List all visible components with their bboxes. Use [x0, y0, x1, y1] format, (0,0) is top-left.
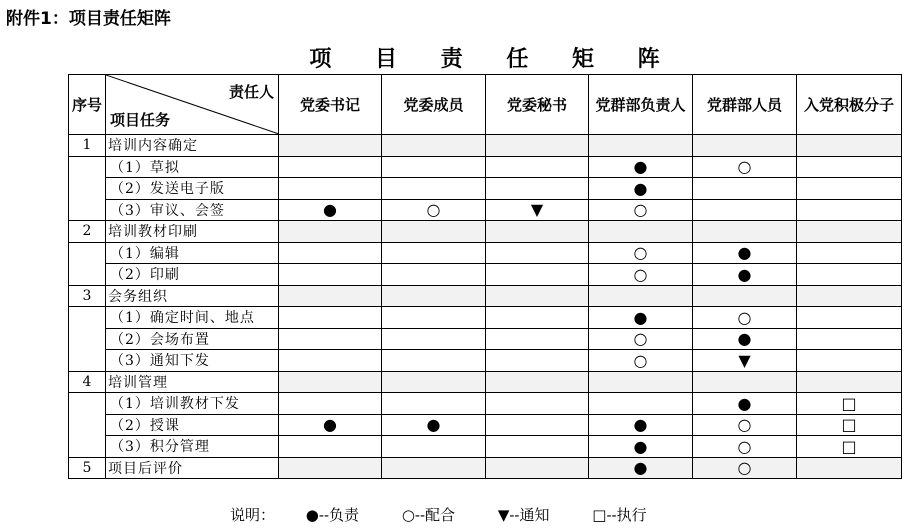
row-seq-empty	[69, 393, 106, 458]
row-task: （1）确定时间、地点	[106, 307, 279, 329]
row-task: 项目后评价	[106, 457, 279, 479]
header-responsible-label: 责任人	[228, 83, 274, 101]
responsibility-matrix-table	[68, 74, 902, 479]
row-seq: 3	[69, 285, 106, 307]
row-seq: 1	[69, 135, 106, 157]
header-role: 党委秘书	[486, 75, 589, 135]
matrix-cell: ●	[589, 156, 693, 178]
header-seq: 序号	[69, 75, 106, 135]
matrix-cell	[486, 156, 589, 178]
subtask-row	[69, 264, 902, 286]
matrix-cell	[486, 414, 589, 436]
matrix-cell	[797, 221, 902, 243]
matrix-cell	[589, 221, 693, 243]
matrix-cell	[279, 135, 382, 157]
subtask-row	[69, 393, 902, 415]
header-task-label: 项目任务	[110, 111, 171, 129]
matrix-cell: ○	[589, 199, 693, 221]
matrix-cell	[279, 242, 382, 264]
matrix-cell	[797, 264, 902, 286]
category-row	[69, 285, 902, 307]
document-title: 项 目 责 任 矩 阵	[309, 46, 678, 72]
row-seq-empty	[69, 156, 106, 221]
matrix-cell	[797, 285, 902, 307]
category-row	[69, 371, 902, 393]
row-seq: 2	[69, 221, 106, 243]
row-task: 培训教材印刷	[106, 221, 279, 243]
matrix-cell	[589, 285, 693, 307]
matrix-cell	[486, 264, 589, 286]
matrix-cell	[382, 135, 486, 157]
legend-label: 说明：	[230, 506, 276, 524]
matrix-cell	[589, 135, 693, 157]
row-task: （3）积分管理	[106, 436, 279, 458]
header-corner-cell	[106, 75, 279, 135]
matrix-cell: ●	[589, 307, 693, 329]
matrix-cell: ●	[693, 328, 797, 350]
matrix-cell	[279, 264, 382, 286]
header-role: 入党积极分子	[797, 75, 902, 135]
row-seq-empty	[69, 307, 106, 372]
matrix-cell	[486, 350, 589, 372]
matrix-cell	[797, 350, 902, 372]
matrix-cell: ●	[589, 414, 693, 436]
matrix-cell	[279, 307, 382, 329]
matrix-cell	[382, 264, 486, 286]
subtask-row	[69, 414, 902, 436]
matrix-cell	[486, 393, 589, 415]
matrix-cell	[486, 457, 589, 479]
matrix-cell: ○	[589, 350, 693, 372]
matrix-cell	[486, 307, 589, 329]
matrix-cell: ●	[693, 242, 797, 264]
subtask-row	[69, 242, 902, 264]
matrix-cell: ○	[693, 436, 797, 458]
matrix-cell	[279, 436, 382, 458]
header-role: 党委书记	[279, 75, 382, 135]
matrix-cell: ○	[589, 264, 693, 286]
matrix-cell	[279, 371, 382, 393]
category-row	[69, 457, 902, 479]
matrix-cell: ○	[589, 328, 693, 350]
row-task: （1）编辑	[106, 242, 279, 264]
matrix-cell: ●	[382, 414, 486, 436]
matrix-cell	[486, 371, 589, 393]
matrix-cell	[797, 156, 902, 178]
matrix-cell	[797, 371, 902, 393]
row-task: （2）会场布置	[106, 328, 279, 350]
matrix-cell	[486, 135, 589, 157]
matrix-cell	[486, 328, 589, 350]
matrix-cell: ●	[589, 178, 693, 200]
matrix-cell	[797, 135, 902, 157]
row-task: （3）通知下发	[106, 350, 279, 372]
header-row	[69, 75, 902, 135]
matrix-cell	[279, 457, 382, 479]
matrix-cell: ○	[589, 242, 693, 264]
matrix-cell	[382, 156, 486, 178]
matrix-cell: ●	[693, 393, 797, 415]
row-task: 培训管理	[106, 371, 279, 393]
row-seq: 5	[69, 457, 106, 479]
row-task: （3）审议、会签	[106, 199, 279, 221]
matrix-cell	[279, 285, 382, 307]
attachment-label: 附件1：项目责任矩阵	[6, 9, 171, 29]
matrix-cell	[382, 436, 486, 458]
row-task: （2）印刷	[106, 264, 279, 286]
subtask-row	[69, 350, 902, 372]
legend-item-cooperate: ○--配合	[401, 506, 456, 524]
matrix-cell: ●	[589, 457, 693, 479]
matrix-cell: ○	[693, 307, 797, 329]
header-role: 党群部人员	[693, 75, 797, 135]
matrix-cell	[279, 221, 382, 243]
matrix-cell	[797, 178, 902, 200]
matrix-cell	[382, 350, 486, 372]
matrix-cell	[693, 178, 797, 200]
matrix-cell	[693, 135, 797, 157]
matrix-cell	[382, 221, 486, 243]
matrix-cell: □	[797, 414, 902, 436]
matrix-cell	[589, 371, 693, 393]
matrix-cell	[693, 285, 797, 307]
row-seq-empty	[69, 242, 106, 285]
row-task: 会务组织	[106, 285, 279, 307]
matrix-cell: □	[797, 436, 902, 458]
matrix-cell	[279, 328, 382, 350]
matrix-cell	[279, 156, 382, 178]
subtask-row	[69, 199, 902, 221]
subtask-row	[69, 436, 902, 458]
row-task: （2）发送电子版	[106, 178, 279, 200]
matrix-cell	[382, 393, 486, 415]
matrix-cell	[486, 242, 589, 264]
matrix-cell	[279, 178, 382, 200]
matrix-cell: ●	[693, 264, 797, 286]
matrix-cell	[486, 178, 589, 200]
matrix-cell	[589, 393, 693, 415]
matrix-cell: ○	[693, 457, 797, 479]
matrix-cell: ●	[589, 436, 693, 458]
legend-item-notify: ▼--通知	[497, 506, 550, 524]
matrix-cell	[279, 393, 382, 415]
header-role: 党群部负责人	[589, 75, 693, 135]
matrix-cell	[382, 371, 486, 393]
matrix-cell	[382, 457, 486, 479]
matrix-cell	[382, 307, 486, 329]
matrix-cell: ●	[279, 414, 382, 436]
matrix-cell	[797, 307, 902, 329]
row-task: （1）培训教材下发	[106, 393, 279, 415]
matrix-cell	[486, 436, 589, 458]
legend-item-execute: □--执行	[592, 506, 647, 524]
matrix-cell	[382, 285, 486, 307]
matrix-cell	[693, 199, 797, 221]
matrix-cell	[382, 242, 486, 264]
matrix-cell	[382, 328, 486, 350]
legend-item-responsible: ●--负责	[305, 506, 360, 524]
category-row	[69, 221, 902, 243]
matrix-cell	[382, 178, 486, 200]
subtask-row	[69, 328, 902, 350]
row-seq: 4	[69, 371, 106, 393]
matrix-cell: ▼	[693, 350, 797, 372]
matrix-cell	[486, 221, 589, 243]
matrix-cell: □	[797, 393, 902, 415]
category-row	[69, 135, 902, 157]
matrix-cell: ●	[279, 199, 382, 221]
matrix-cell	[797, 242, 902, 264]
row-task: 培训内容确定	[106, 135, 279, 157]
matrix-cell	[797, 328, 902, 350]
row-task: （2）授课	[106, 414, 279, 436]
subtask-row	[69, 156, 902, 178]
matrix-cell	[486, 285, 589, 307]
matrix-cell: ○	[693, 414, 797, 436]
matrix-cell	[693, 371, 797, 393]
matrix-cell: ○	[382, 199, 486, 221]
legend	[230, 504, 685, 525]
matrix-cell: ○	[693, 156, 797, 178]
matrix-cell	[693, 221, 797, 243]
matrix-cell	[797, 457, 902, 479]
subtask-row	[69, 307, 902, 329]
subtask-row	[69, 178, 902, 200]
matrix-cell	[279, 350, 382, 372]
matrix-cell: ▼	[486, 199, 589, 221]
matrix-cell	[797, 199, 902, 221]
header-role: 党委成员	[382, 75, 486, 135]
row-task: （1）草拟	[106, 156, 279, 178]
